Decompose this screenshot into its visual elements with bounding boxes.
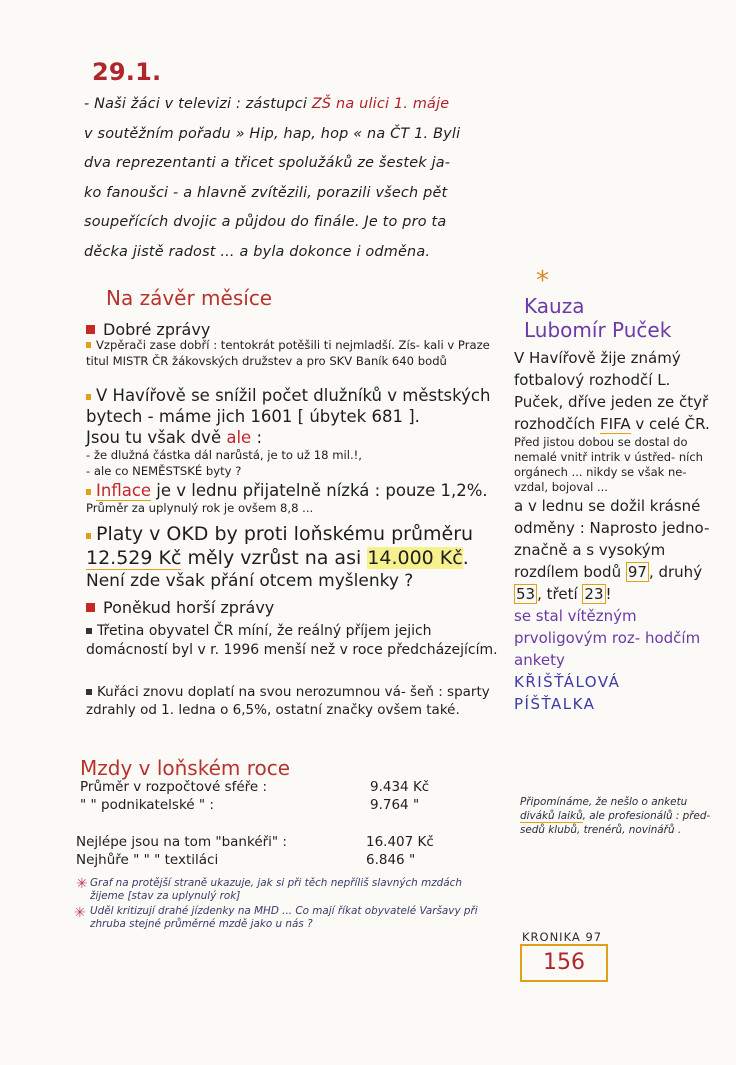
- wage-row-business: " " podnikatelské " : 9.764 ": [80, 797, 420, 813]
- note-warsaw: Uděl kritizují drahé jízdenky na MHD ... Co mají říkat obyvatelé Varšavy při zhruba stejné průměrné mzdě jako u nás ?: [90, 905, 478, 930]
- bullet-icon: [86, 489, 91, 495]
- page-number: 156: [520, 944, 608, 982]
- asterisk-icon: ✳: [74, 905, 86, 921]
- bullet-icon: [86, 394, 91, 400]
- intro-paragraph: [84, 90, 514, 267]
- red-square-bullet: [86, 603, 95, 612]
- note-graph: Graf na protější straně ukazuje, jak si při těch nepříliš slavných mzdách žijeme [stav za uplynulý rok]: [90, 877, 462, 902]
- intro-line-3: dva reprezentanti a třicet spolužáků ze šestek ja-: [84, 155, 451, 171]
- chronicle-label: KRONIKA 97: [522, 930, 603, 944]
- intro-line-5: soupeřících dvojic a půjdou do finále. Je to pro ta: [84, 214, 447, 230]
- intro-line-2: v soutěžním pořadu » Hip, hap, hop « na ČT 1. Byli: [84, 125, 461, 142]
- case-heading: Kauza Lubomír Puček: [524, 294, 672, 342]
- news-smokers: Kuřáci znovu doplatí na svou nerozumnou vá- šeň : sparty zdrahly od 1. ledna o 6,5%, ostatní značky ovšem také.: [86, 684, 490, 718]
- asterisk-icon: ✳: [76, 876, 88, 892]
- intro-line-4: ko fanoušci - a hlavně zvítězili, porazili všech pět: [84, 184, 448, 201]
- school-name: ZŠ na ulici 1. máje: [311, 96, 450, 112]
- month-end-heading: Na závěr měsíce: [106, 286, 273, 310]
- news-okd-salaries: Platy v OKD by proti loňskému průměru 12.529 Kč měly vzrůst na asi 14.000 Kč. Není zde však přání otcem myšlenky ?: [86, 523, 474, 591]
- award-name-1: KŘIŠŤÁLOVÁ: [514, 673, 621, 691]
- good-news-heading: Dobré zprávy: [86, 320, 210, 339]
- award-name-2: PÍŠŤALKA: [514, 695, 596, 713]
- case-text: V Havířově žije známý fotbalový rozhodčí L. Puček, dříve jeden ze čtyř rozhodčích FIFA v celé ČR. Před jistou dobou se dostal do nemalé vnitř intrik v ústřed- ních orgánech ... nikdy se však ne- vzdal, bojoval ... a v lednu se dožil krásné odměny : Naprosto jedno- značně a s vysokým rozdílem bodů 97 , druhý 53 , třetí 23 ! se stal vítězným prvoligovým roz- hodčím ankety KŘIŠŤÁLOVÁ PÍŠŤALKA: [514, 347, 720, 715]
- bullet-icon: [86, 533, 91, 539]
- fifa-label: FIFA: [600, 415, 631, 433]
- news-inflation: Inflace je v lednu přijatelně nízká : pouze 1,2%. Průměr za uplynulý rok je ovšem 8,8 ...: [86, 481, 488, 515]
- red-square-bullet: [86, 325, 95, 334]
- intro-line-6: děcka jistě radost ... a byla dokonce i odměna.: [84, 243, 431, 260]
- bullet-icon: [86, 628, 92, 634]
- wage-row-bankers: Nejlépe jsou na tom "bankéři" : 16.407 Kč: [76, 834, 434, 850]
- bullet-icon: [86, 689, 92, 695]
- wage-row-public: Průměr v rozpočtové sféře : 9.434 Kč: [80, 779, 430, 795]
- news-weightlifters: Vzpěrači zase dobří : tentokrát potěšili ti nejmladší. Zís- kali v Praze titul MISTR ČR žákovských družstev a pro SKV Baník 640 bodů: [86, 338, 490, 368]
- wage-row-textile: Nejhůře " " " textiláci 6.846 ": [76, 852, 416, 868]
- wages-heading: Mzdy v loňském roce: [80, 756, 291, 780]
- news-income: Třetina obyvatel ČR míní, že reálný příjem jejich domácností byl v r. 1996 menší než v roce předcházejícím.: [86, 623, 498, 658]
- intro-line-1: - Naši žáci v televizi : zástupci ZŠ na ulici 1. máje: [84, 96, 450, 112]
- case-note: Připomínáme, že nešlo o anketu diváků laiků, ale profesionálů : před- sedů klubů, trenérů, novinářů .: [520, 796, 711, 836]
- worse-news-heading: Poněkud horší zprávy: [86, 598, 274, 617]
- news-debtors: V Havířově se snížil počet dlužníků v městských bytech - máme jich 1601 [ úbytek 681 ]. Jsou tu však dvě ale : - že dlužná částka dál narůstá, je to už 18 mil.!, - ale co NEMĚSTSKÉ byty ?: [86, 386, 491, 478]
- star-icon: *: [536, 266, 549, 296]
- entry-date: 29.1.: [92, 58, 162, 86]
- bullet-icon: [86, 342, 91, 348]
